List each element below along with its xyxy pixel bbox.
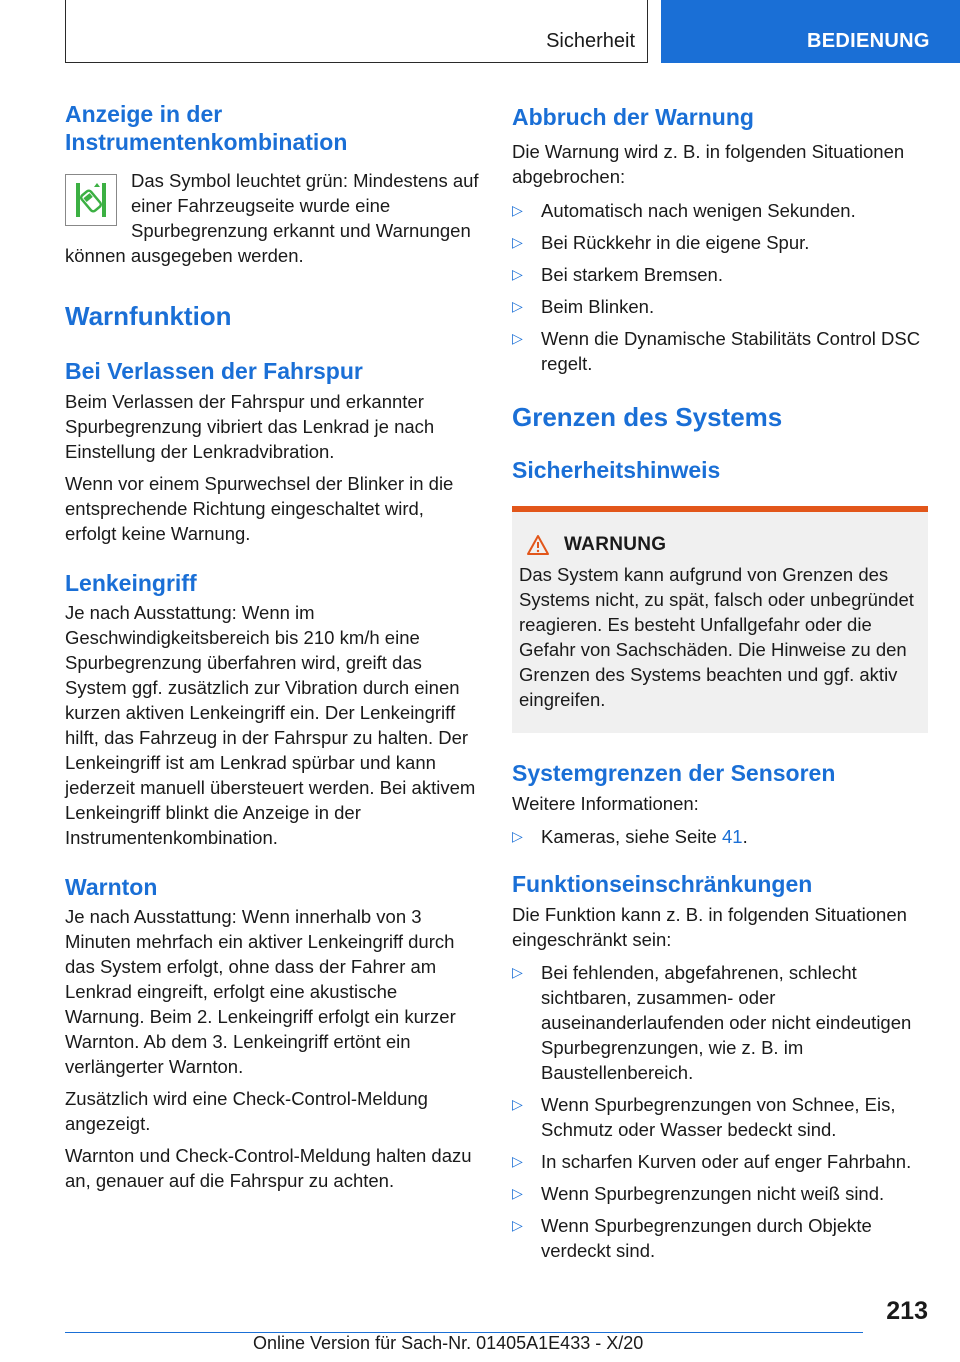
left-column — [65, 100, 479, 1193]
warnton-text-2: Zusätzlich wird eine Check-Control-Meldung angezeigt. — [65, 1088, 428, 1134]
list-item: ▷ In scharfen Kurven oder auf enger Fahrbahn. — [512, 1151, 912, 1172]
heading-warnton: Warnton — [65, 874, 158, 900]
abbruch-text: Die Warnung wird z. B. in folgenden Situationen abgebrochen: — [512, 141, 905, 187]
triangle-bullet-icon: ▷ — [512, 234, 523, 250]
heading-warnfunktion: Warnfunktion — [65, 301, 232, 331]
warning-header — [519, 534, 921, 556]
heading-sicherheitshinweis: Sicherheitshinweis — [512, 457, 721, 483]
triangle-bullet-icon: ▷ — [512, 266, 523, 282]
heading-funktionseinschraenkungen: Funktionseinschränkungen — [512, 871, 813, 897]
list-item: ▷ Kameras, siehe Seite 41. — [512, 826, 748, 847]
lenkeingriff-text: Je nach Ausstattung: Wenn im Geschwindigkeitsbereich bis 210 km/h eine Spurbegrenzung überfahren wird, greift das System ggf. zusätzlich zur Vibration durch einen kurzen aktiven Lenkeingriff ein. Der Lenkeingriff hilft, das Fahrzeug in der Fahrspur zu halten. Der Lenkeingriff ist am Lenkrad spürbar und kann jederzeit manuell übersteuert werden. Bei aktivem Lenkeingriff blinkt die Anzeige in der Instrumentenkombination. — [65, 602, 476, 848]
abbruch-list — [512, 198, 928, 376]
warnton-text-3: Warnton und Check-Control-Meldung halten dazu an, genauer auf die Fahrspur zu achten. — [65, 1145, 472, 1191]
warnton-text-1: Je nach Ausstattung: Wenn innerhalb von 3 Minuten mehrfach ein aktiver Lenkeingriff durch das System erfolgt, ohne dass der Fahrer am Lenkrad eingreift, erfolgt eine akustische Warnung. Beim 2. Lenkeingriff erfolgt ein kurzer Warnton. Ab dem 3. Lenkeingriff ertönt ein verlängerter Warnton. — [65, 906, 456, 1077]
triangle-bullet-icon: ▷ — [512, 202, 523, 218]
heading-lenkeingriff: Lenkeingriff — [65, 570, 197, 596]
triangle-bullet-icon: ▷ — [512, 1185, 523, 1201]
list-item: ▷ Automatisch nach wenigen Sekunden. — [512, 200, 856, 221]
header-section-title: Sicherheit — [546, 30, 635, 52]
list-item: ▷ Wenn Spurbegrenzungen nicht weiß sind. — [512, 1183, 885, 1204]
verlassen-text-2: Wenn vor einem Spurwechsel der Blinker in die entsprechende Richtung eingeschaltet wird, erfolgt keine Warnung. — [65, 473, 454, 544]
verlassen-text-1: Beim Verlassen der Fahrspur und erkannter Spurbegrenzung vibriert das Lenkrad je nach Einstellung der Lenkradvibration. — [65, 391, 435, 462]
list-item: ▷ Wenn Spurbegrenzungen von Schnee, Eis, Schmutz oder Wasser bedeckt sind. — [512, 1094, 896, 1140]
heading-abbruch: Abbruch der Warnung — [512, 104, 754, 130]
list-item: ▷ Bei starkem Bremsen. — [512, 264, 723, 285]
triangle-bullet-icon: ▷ — [512, 964, 523, 980]
right-column — [512, 103, 928, 1270]
list-item: ▷ Wenn die Dynamische Stabilitäts Control DSC regelt. — [512, 328, 921, 374]
header-chapter-tab[interactable]: BEDIENUNG — [661, 0, 960, 63]
triangle-bullet-icon: ▷ — [512, 330, 523, 346]
triangle-bullet-icon: ▷ — [512, 828, 523, 844]
sensoren-list — [512, 824, 928, 849]
anzeige-paragraph-block — [65, 168, 479, 268]
heading-grenzen: Grenzen des Systems — [512, 402, 783, 432]
lane-departure-icon — [65, 174, 117, 226]
triangle-bullet-icon: ▷ — [512, 298, 523, 314]
funktion-text: Die Funktion kann z. B. in folgenden Situationen eingeschränkt sein: — [512, 904, 907, 950]
list-item: ▷ Bei fehlenden, abgefahrenen, schlecht sichtbaren, zusammen- oder auseinanderlaufenden oder nicht eindeutigen Spurbegrenzungen, wie z. B. im Baustellenbereich. — [512, 962, 912, 1083]
heading-anzeige: Anzeige in der Instrumentenkombination — [65, 101, 348, 155]
footer-text: Online Version für Sach-Nr. 01405A1E433 - X/20 — [253, 1333, 644, 1353]
page-number: 213 — [886, 1297, 928, 1325]
list-item: ▷ Wenn Spurbegrenzungen durch Objekte verdeckt sind. — [512, 1215, 872, 1261]
triangle-bullet-icon: ▷ — [512, 1217, 523, 1233]
heading-verlassen: Bei Verlassen der Fahrspur — [65, 358, 363, 384]
page-link-41[interactable]: 41 — [721, 826, 743, 847]
triangle-bullet-icon: ▷ — [512, 1096, 523, 1112]
warning-triangle-icon — [526, 534, 550, 556]
warning-label: WARNUNG — [564, 534, 667, 555]
warning-box — [512, 506, 928, 733]
funktion-list — [512, 960, 928, 1263]
anzeige-text: Das Symbol leuchtet grün: Mindestens auf einer Fahrzeugseite wurde eine Spurbegrenzung erkannt und Warnungen können ausgegeben werden. — [65, 170, 479, 266]
list-item: ▷ Bei Rückkehr in die eigene Spur. — [512, 232, 810, 253]
sensoren-text: Weitere Informationen: — [512, 793, 699, 814]
warning-text: Das System kann aufgrund von Grenzen des Systems nicht, zu spät, falsch oder unbegründet reagieren. Es besteht Unfallgefahr oder die Gefahr von Sachschäden. Die Hinweise zu den Grenzen des Systems beachten und ggf. aktiv eingreifen. — [519, 564, 914, 710]
heading-sensoren: Systemgrenzen der Sensoren — [512, 760, 836, 786]
list-item: ▷ Beim Blinken. — [512, 296, 655, 317]
triangle-bullet-icon: ▷ — [512, 1153, 523, 1169]
